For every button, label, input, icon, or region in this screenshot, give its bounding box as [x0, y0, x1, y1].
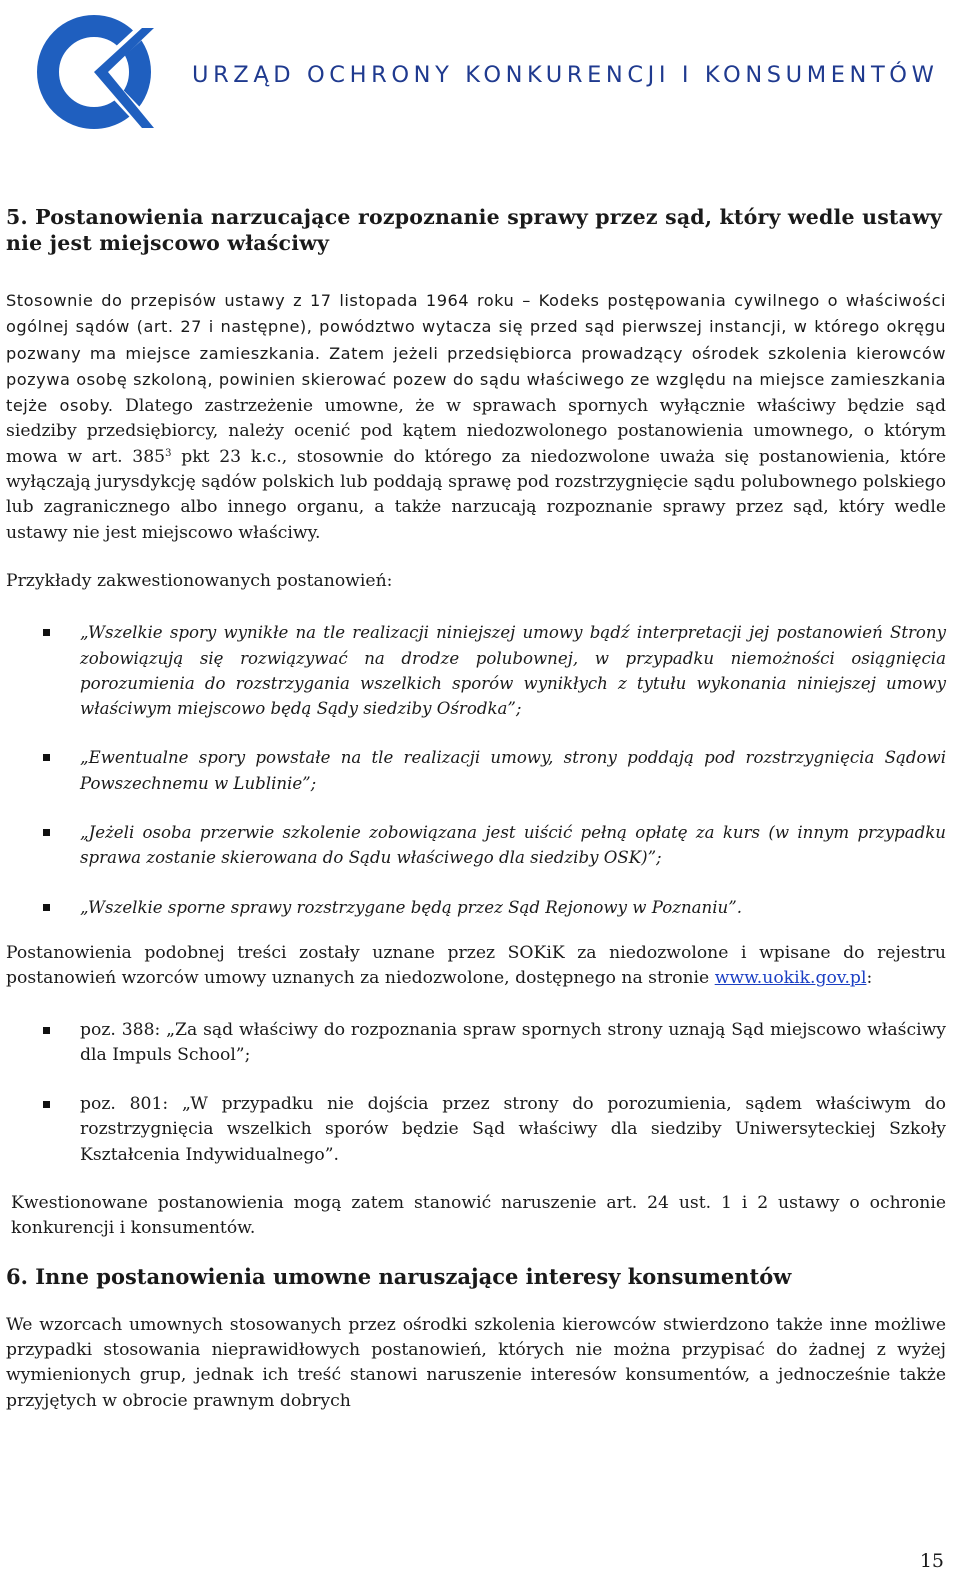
square-bullet-icon: [43, 629, 50, 636]
register-paragraph: Postanowienia podobnej treści zostały uznane przez SOKiK za niedozwolone i wpisane do rejestru postanowień wzorców umowy uznanych za niedozwolone, dostępnego na stronie www.uokik.gov.pl:: [6, 942, 946, 989]
list-item: „Wszelkie sporne sprawy rozstrzygane będą przez Sąd Rejonowy w Poznaniu”.: [6, 895, 946, 920]
paragraph-sentence-2: Zatem jeżeli przedsiębiorca prowadzący ośrodek szkolenia kierowców pozywa osobę szkoloną, powinien skierować pozew do sądu właściwego ze względu na miejsce zamieszkania tejże osoby.: [6, 343, 947, 416]
conclusion-paragraph: Kwestionowane postanowienia mogą zatem stanowić naruszenie art. 24 ust. 1 i 2 ustawy o ochronie konkurencji i konsumentów.: [11, 1193, 946, 1239]
square-bullet-icon: [43, 1101, 50, 1108]
paragraph-article-ref: pkt 23 k.c.: [171, 446, 282, 467]
section-5-heading: 5. Postanowienia narzucające rozpoznanie sprawy przez sąd, który wedle ustawy nie jest miejscowo właściwy: [6, 205, 943, 255]
square-bullet-icon: [43, 1027, 50, 1034]
page-number: 15: [919, 1550, 944, 1572]
examples-intro: Przykłady zakwestionowanych postanowień:: [6, 570, 393, 591]
uokik-website-link[interactable]: www.uokik.gov.pl: [714, 968, 867, 989]
superscript: 3: [165, 447, 172, 459]
square-bullet-icon: [43, 829, 50, 836]
square-bullet-icon: [43, 754, 50, 761]
organization-name: URZĄD OCHRONY KONKURENCJI I KONSUMENTÓW: [192, 62, 939, 88]
register-entries-list: [6, 1018, 946, 1168]
uokik-logo: [28, 10, 156, 138]
list-item: „Ewentualne spory powstałe na tle realizacji umowy, strony poddają pod rozstrzygnięcia Sądowi Powszechnemu w Lublinie”;: [6, 745, 946, 796]
section-5-paragraph: [6, 288, 946, 546]
section-6-heading: 6. Inne postanowienia umowne naruszające interesy konsumentów: [6, 1263, 792, 1289]
list-item: poz. 388: „Za sąd właściwy do rozpoznania spraw spornych strony uznają Sąd miejscowo właściwy dla Impuls School”;: [6, 1018, 946, 1069]
paragraph-sentence-4: , stosownie do którego za niedozwolone uważa się postanowienia, które wyłączają jurysdykcję sądów polskich lub poddają sprawę pod rozstrzygnięcie sądu polubownego polskiego lub zagranicznego albo innego organu, a także narzucają rozpoznanie sprawy przez sąd, który wedle ustawy nie jest miejscowo właściwy.: [6, 446, 946, 543]
list-item: poz. 801: „W przypadku nie dojścia przez strony do porozumienia, sądem właściwym do rozstrzygnięcia wszelkich sporów będzie Sąd właściwy dla siedziby Uniwersyteckiej Szkoły Kształcenia Indywidualnego”.: [6, 1092, 946, 1168]
examples-list: [6, 620, 946, 920]
paragraph-sentence-1: Stosownie do przepisów ustawy z 17 listopada 1964 roku – Kodeks postępowania cywilnego o właściwości ogólnej sądów (art. 27 i następne), powództwo wytacza się przed sąd pierwszej instancji, w którego okręgu pozwany ma miejsce zamieszkania.: [6, 291, 946, 363]
document-body: [6, 204, 946, 1414]
square-bullet-icon: [43, 904, 50, 911]
paragraph-sentence-3: Dlatego zastrzeżenie umowne, że w sprawach spornych wyłącznie właściwy będzie sąd siedziby przedsiębiorcy, należy ocenić pod kątem niedozwolonego postanowienia umownego, o którym mowa w art. 385: [6, 396, 946, 467]
section-6-paragraph: We wzorcach umownych stosowanych przez ośrodki szkolenia kierowców stwierdzono także inne możliwe przypadki stosowania nieprawidłowych postanowień, których nie można przypisać do żadnej z wyżej wymienionych grup, jednak ich treść stanowi naruszenie interesów konsumentów, a jednocześnie także przyjętych w obrocie prawnym dobrych: [6, 1314, 946, 1411]
list-item: „Wszelkie spory wynikłe na tle realizacji niniejszej umowy bądź interpretacji jej postanowień Strony zobowiązują się rozwiązywać na drodze polubownej, w przypadku niemożności osiągnięcia porozumienia do rozstrzygania wszelkich sporów wynikłych z tytułu wykonania niniejszej umowy właściwym miejscowo będą Sądy siedziby Ośrodka”;: [6, 620, 946, 721]
list-item: „Jeżeli osoba przerwie szkolenie zobowiązana jest uiścić pełną opłatę za kurs (w innym przypadku sprawa zostanie skierowana do Sądu właściwego dla siedziby OSK)”;: [6, 820, 946, 871]
